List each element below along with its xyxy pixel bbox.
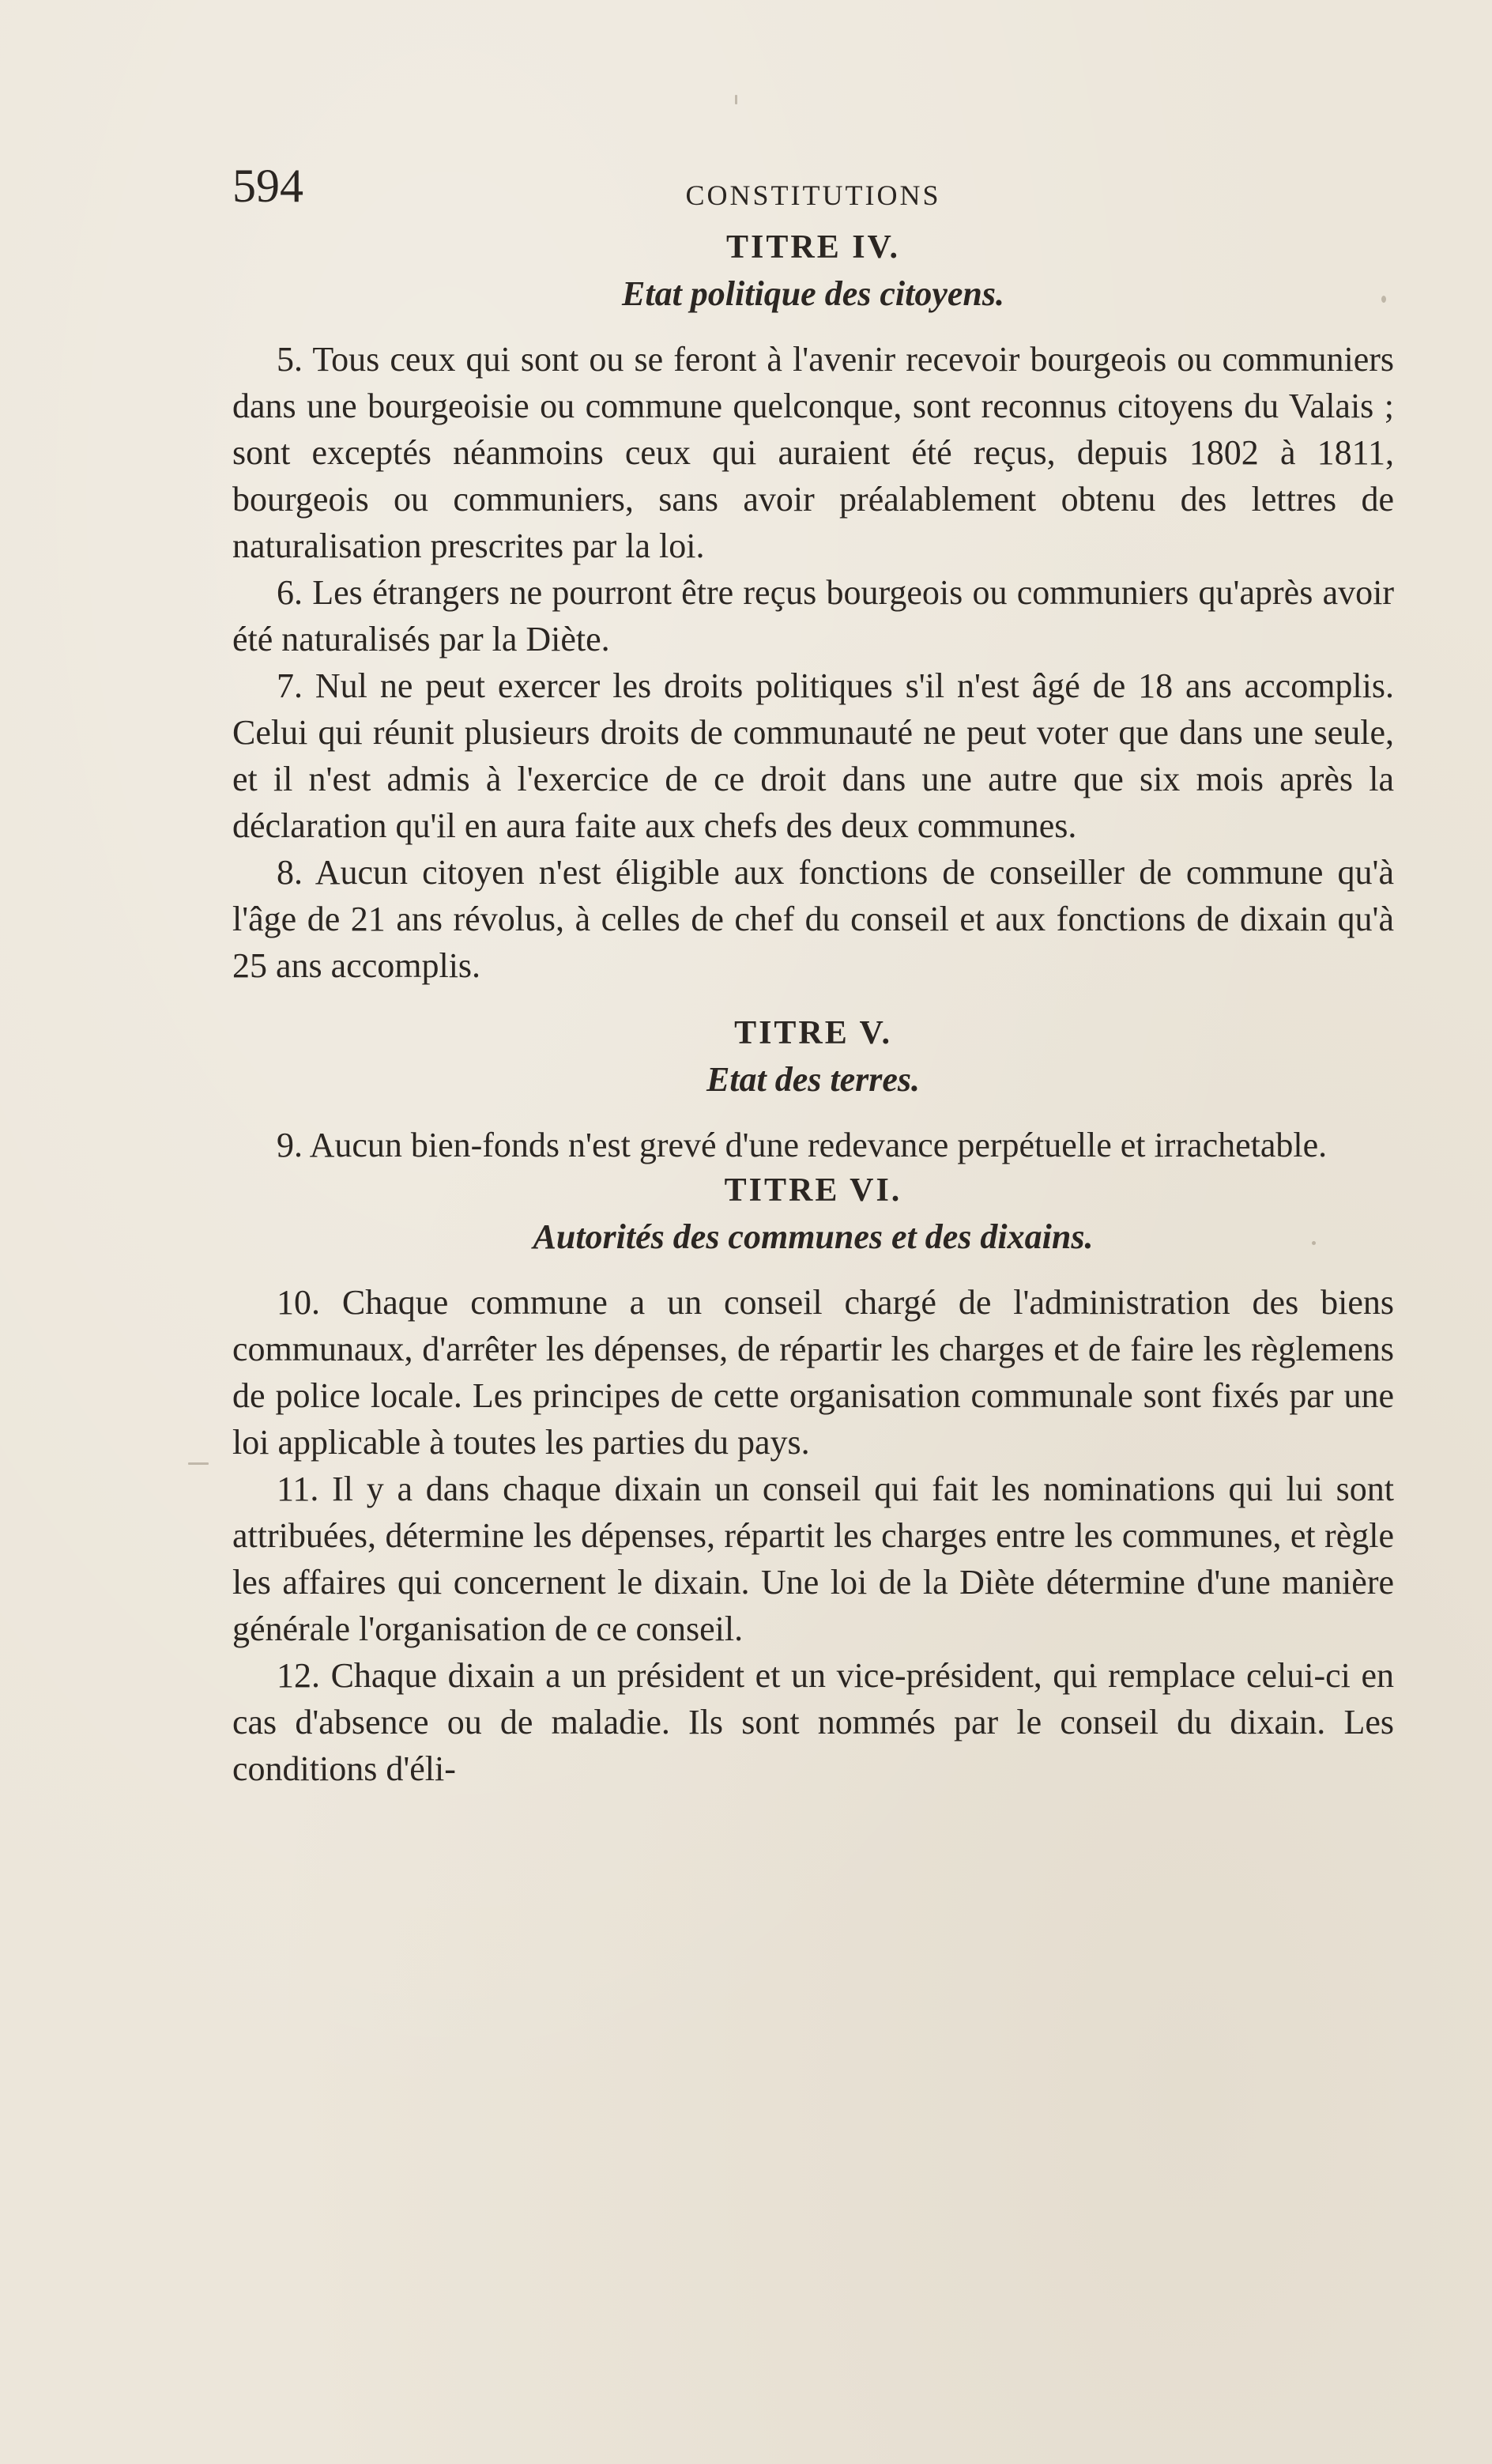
section-heading: TITRE V.: [734, 1015, 892, 1051]
article-12: 12. Chaque dixain a un président et un vice-président, qui remplace celui-ci en cas d'absence ou de maladie. Ils sont nommés par le conseil du dixain. Les conditions d'éli-: [232, 1656, 1394, 1788]
paper-speck: [1312, 1241, 1316, 1245]
article-10: 10. Chaque commune a un conseil chargé de l'administration des biens communaux, d'arrêter les dépenses, de répartir les charges et de faire les règlemens de police locale. Les principes de cette organisation communale sont fixés par une loi applicable à toutes les parties du pays.: [232, 1283, 1394, 1462]
paper-speck: [735, 95, 737, 104]
article-8: 8. Aucun citoyen n'est éligible aux fonctions de conseiller de commune qu'à l'âge de 21 ans révolus, à celles de chef du conseil et aux fonctions de dixain qu'à 25 ans accomplis.: [232, 853, 1394, 985]
running-title: CONSTITUTIONS: [685, 179, 941, 211]
section-titre-iv: [232, 225, 1394, 989]
section-heading: TITRE IV.: [726, 229, 900, 266]
section-spacer: [232, 989, 1394, 1011]
article-6: 6. Les étrangers ne pourront être reçus bourgeois ou communiers qu'après avoir été naturalisés par la Diète.: [232, 573, 1394, 658]
section-subtitle: Autorités des communes et des dixains.: [533, 1217, 1094, 1256]
page-number: 594: [232, 160, 303, 212]
page-body: [232, 162, 1394, 2233]
article-9: 9. Aucun bien-fonds n'est grevé d'une redevance perpétuelle et irrachetable.: [277, 1126, 1328, 1164]
article-5: 5. Tous ceux qui sont ou se feront à l'avenir recevoir bourgeois ou communiers dans une bourgeoisie ou commune quelconque, sont reconnus citoyens du Valais ; sont exceptés néanmoins ceux qui auraient été reçus, depuis 1802 à 1811, bourgeois ou communiers, sans avoir préalablement obtenu des lettres de naturalisation prescrites par la loi.: [232, 340, 1394, 565]
section-subtitle: Etat politique des citoyens.: [622, 274, 1004, 313]
paper-speck: [188, 1462, 209, 1465]
article-7: 7. Nul ne peut exercer les droits politiques s'il n'est âgé de 18 ans accomplis. Celui qui réunit plusieurs droits de communauté ne peut voter que dans une seule, et il n'est admis à l'exercice de ce droit dans une autre que six mois après la déclaration qu'il en aura faite aux chefs des deux communes.: [232, 666, 1394, 845]
article-11: 11. Il y a dans chaque dixain un conseil qui fait les nominations qui lui sont attribuées, détermine les dépenses, répartit les charges entre les communes, et règle les affaires qui concernent le dixain. Une loi de la Diète détermine d'une manière générale l'organisation de ce conseil.: [232, 1470, 1394, 1648]
page-header: [232, 162, 1394, 225]
paper-speck: [1381, 296, 1386, 303]
section-titre-vi: [232, 1168, 1394, 1792]
section-subtitle: Etat des terres.: [706, 1060, 921, 1099]
section-heading: TITRE VI.: [724, 1172, 902, 1209]
section-titre-v: [232, 1011, 1394, 1168]
